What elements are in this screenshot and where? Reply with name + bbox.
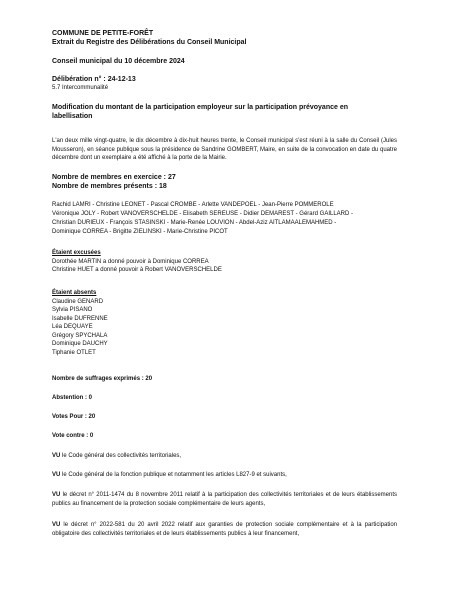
excused-heading: Étaient excusées (52, 250, 101, 256)
excused-item: Christine HUET a donné pouvoir à Robert VANOVERSCHELDE (52, 267, 222, 273)
commune-name: COMMUNE DE PETITE-FORÊT (52, 30, 154, 37)
present-members-line: Véronique JOLY - Robert VANOVERSCHELDE - Elisabeth SEREUSE - Didier DEMAREST - Gérard GAILLARD - (52, 211, 353, 217)
absent-item: Isabelle DUFRENNE (52, 315, 108, 322)
excused-item: Dorothée MARTIN a donné pouvoir à Dominique CORREA (52, 258, 209, 265)
absent-section (52, 289, 397, 357)
votes-for: Votes Pour : 20 (52, 414, 96, 420)
meeting-title: Conseil municipal du 10 décembre 2024 (52, 58, 185, 65)
vu-label: VU (52, 453, 61, 459)
members-present: Nombre de membres présents : 18 (52, 183, 167, 190)
expressed-votes: Nombre de suffrages exprimés : 20 (52, 376, 153, 382)
absent-item: Dominique DAUCHY (52, 341, 108, 347)
present-members-line: Rachid LAMRI - Christine LEONET - Pascal CROMBE - Arlette VANDEPOEL - Jean-Pierre POMMEROLE (52, 202, 334, 208)
absent-item: Grégory SPYCHALA (52, 332, 108, 339)
deliberation-ref (52, 75, 397, 93)
present-members-line: Dominique CORREA - Brigitte ZIELINSKI - Marie-Christine PICOT (52, 229, 228, 235)
absent-item: Claudine GENARD (52, 298, 104, 305)
vu-clause (52, 452, 397, 461)
abstention-count: Abstention : 0 (52, 395, 92, 401)
absent-item: Léa DEQUAYE (52, 324, 93, 330)
vu-clause (52, 521, 397, 538)
absent-item: Tiphanie OTLET (52, 349, 96, 356)
vu-text: le décret n° 2022-581 du 20 avril 2022 relatif aux garanties de protection sociale complémentaire et à la participation obligatoire des collectivités territoriales et de leurs établissements publics à leur financement, (52, 522, 397, 537)
vu-label: VU (52, 492, 61, 498)
deliberation-category: 5.7 Intercommunalité (52, 85, 109, 91)
vu-text: le décret n° 2011-1474 du 8 novembre 2011 relatif à la participation des collectivités territoriales et de leurs établissements publics au financement de la protection sociale complémentaire de leurs agents, (52, 492, 397, 507)
present-members-list (52, 201, 397, 237)
members-in-office: Nombre de membres en exercice : 27 (52, 174, 176, 181)
vu-text: le Code général de la fonction publique et notamment les articles L827-9 et suivants, (62, 472, 287, 478)
absent-heading: Étaient absents (52, 290, 97, 296)
vu-text: le Code général des collectivités territoriales, (62, 453, 182, 459)
member-counts (52, 173, 397, 191)
excused-section (52, 249, 397, 275)
vu-clause (52, 471, 397, 480)
vu-label: VU (52, 472, 61, 478)
deliberation-subject: Modification du montant de la participation employeur sur la participation prévoyance en labellisation (52, 104, 348, 120)
present-members-line: Christian DURIEUX - François STASINSKI - Marie-Renée LOUVION - Abdel-Aziz AITLAMAALEMAHMED - (52, 220, 337, 226)
votes-against: Vote contre : 0 (52, 433, 94, 439)
deliberation-number: Délibération n° : 24-12-13 (52, 76, 136, 83)
document-header (52, 29, 397, 47)
vu-clause (52, 491, 397, 508)
registry-extract: Extrait du Registre des Délibérations du Conseil Municipal (52, 39, 247, 46)
absent-item: Sylvia PISANO (52, 307, 93, 313)
vu-label: VU (52, 522, 61, 528)
intro-paragraph: L'an deux mille vingt-quatre, le dix décembre à dix-huit heures trente, le Conseil municipal s'est réuni à la salle du Conseil (Jules Mousseron), en séance publique sous la présidence de Sandrine GOMBERT, Maire, en suite de la convocation en date du quatre décembre dont un exemplaire a été affiché à la porte de la Mairie. (52, 138, 397, 161)
